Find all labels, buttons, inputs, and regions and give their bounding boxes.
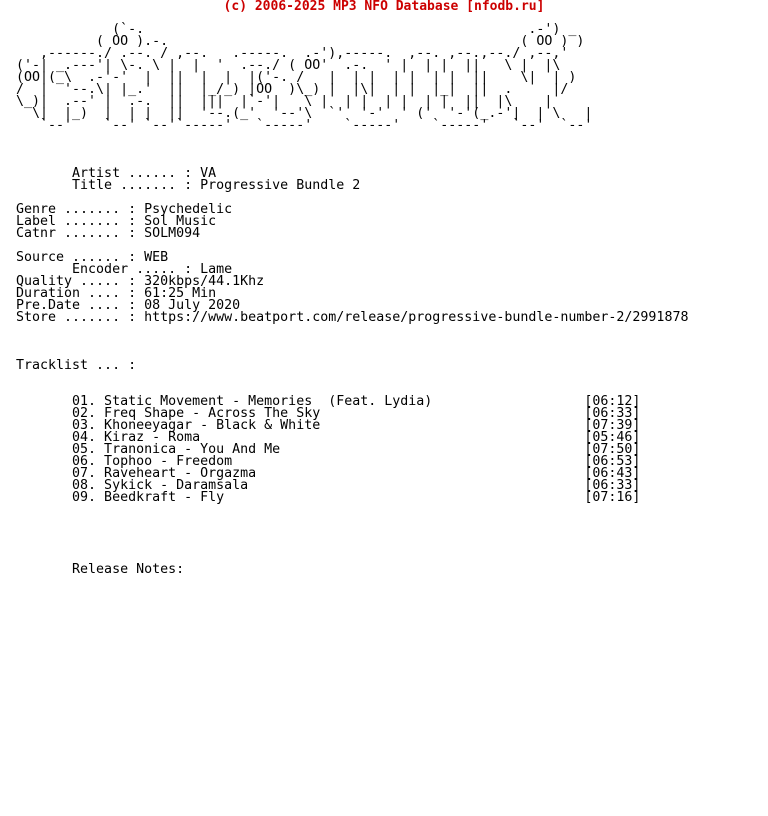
nfo-line: Label ....... : Sol Music bbox=[16, 214, 217, 229]
nfo-line: \_)| .--' | .-. || ||| |`-'| \ | | | | | | | || |\ | bbox=[16, 94, 553, 109]
nfo-line: Genre ....... : Psychedelic bbox=[16, 202, 233, 217]
site-copyright-header: (c) 2006-2025 MP3 NFO Database [nfodb.ru] bbox=[223, 0, 545, 14]
nfo-line: Catnr ....... : SOLM094 bbox=[16, 226, 201, 241]
nfo-line bbox=[16, 336, 688, 348]
nfo-line bbox=[16, 516, 688, 528]
nfo-line: Tracklist ... : bbox=[16, 358, 137, 373]
nfo-line: 06. Tophoo - Freedom [06:53] bbox=[16, 454, 641, 469]
nfo-line: \| |_) | | | || '--.(_' '--'\ `' '-' ' (' '-'(_.-'| | \ | bbox=[16, 106, 593, 121]
nfo-line: ( OO ).-. ( OO ) ) bbox=[16, 34, 585, 49]
nfo-line: 07. Raveheart - Orgazma [06:43] bbox=[16, 466, 641, 481]
nfo-line: 08. Sykick - Daramsala [06:33] bbox=[16, 478, 641, 493]
nfo-line bbox=[16, 132, 688, 144]
nfo-line: Artist ...... : VA bbox=[16, 166, 217, 181]
nfo-line bbox=[16, 144, 688, 156]
nfo-line: (OO|(_\ .-'-' | || | | |('-. / | | | | | | | || \| | ) bbox=[16, 70, 577, 85]
nfo-line: (`-. .-') _ bbox=[16, 22, 577, 37]
nfo-line: / | '--.\| |_.' || |_/_) |OO )\_) | |\| | | |_| || . |/ bbox=[16, 82, 569, 97]
nfo-line: Store ....... : https://www.beatport.com/release/progressive-bundle-number-2/2991878 bbox=[16, 310, 689, 325]
nfo-line: Quality ..... : 320kbps/44.1Khz bbox=[16, 274, 265, 289]
nfo-line: ('-| _.---'| \-. \ | | ' .--./ ( OO' .-. ' | | | || \ | |\ bbox=[16, 58, 561, 73]
nfo-line: 09. Beedkraft - Fly [07:16] bbox=[16, 490, 641, 505]
nfo-line: Release Notes: bbox=[16, 562, 185, 577]
nfo-line: 02. Freq Shape - Across The Sky [06:33] bbox=[16, 406, 641, 421]
nfo-line bbox=[16, 528, 688, 540]
nfo-line: 01. Static Movement - Memories (Feat. Lydia) [06:12] bbox=[16, 394, 641, 409]
nfo-line: 04. Kiraz - Roma [05:46] bbox=[16, 430, 641, 445]
nfo-line: Title ....... : Progressive Bundle 2 bbox=[16, 178, 361, 193]
nfo-line: Encoder ..... : Lame bbox=[16, 262, 233, 277]
nfo-line: Source ...... : WEB bbox=[16, 250, 169, 265]
nfo-line bbox=[16, 504, 688, 516]
nfo-text-block bbox=[16, 24, 688, 576]
nfo-line: 05. Tranonica - You And Me [07:50] bbox=[16, 442, 641, 457]
nfo-line: Pre.Date .... : 08 July 2020 bbox=[16, 298, 241, 313]
nfo-line bbox=[16, 540, 688, 552]
nfo-line bbox=[16, 372, 688, 384]
nfo-line: Duration .... : 61:25 Min bbox=[16, 286, 217, 301]
nfo-line: 03. Khoneeyagar - Black & White [07:39] bbox=[16, 418, 641, 433]
nfo-line: ,------./ .--. / ,--. .-----. .-'),-----. ,--. ,--.,--./ ,--,' bbox=[16, 46, 569, 61]
nfo-line: `--' `--' `--'`-----' `-----' `-----' `-----' `--' `--' bbox=[16, 118, 593, 133]
nfo-line bbox=[16, 324, 688, 336]
